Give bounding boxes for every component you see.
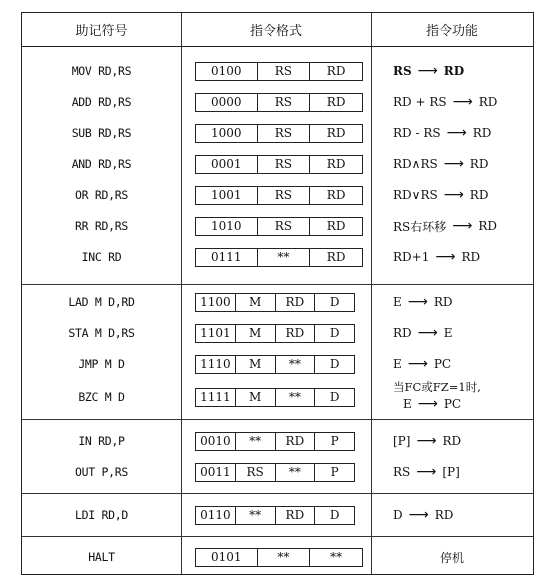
mnemonic: LDI RD,D [75,508,128,522]
mnemonic: ADD RD,RS [71,95,132,109]
format-field: RD [309,218,362,235]
function-dest: PC [433,357,452,371]
arrow-icon: ⟶ [452,218,473,234]
function-transfer [393,154,488,174]
arrow-icon: ⟶ [407,356,428,372]
format-field: M [235,356,275,373]
instruction-format-box [195,293,355,312]
mnemonic: INC RD [81,250,122,264]
instruction-format-box [195,463,355,482]
format-field: ** [257,549,310,566]
format-field: P [314,464,354,481]
format-field: RD [309,94,362,111]
function-source: RD - RS [393,126,441,140]
instruction-format-box [195,432,355,451]
header-function: 指令功能 [425,24,478,39]
format-field: RS [257,63,310,80]
function-dest: RD [434,508,454,522]
format-field: RD [275,433,315,450]
format-field: RS [257,156,310,173]
format-field: M [235,325,275,342]
function-dest: RD [433,295,453,309]
arrow-icon: ⟶ [446,125,467,141]
arrow-icon: ⟶ [407,294,428,310]
header-mnemonic: 助记符号 [75,24,128,39]
function-text: 停机 [439,550,464,565]
format-field: RD [275,507,315,524]
mnemonic: AND RD,RS [71,157,132,171]
function-source: E [393,295,402,309]
function-dest: RD [469,157,489,171]
function-transfer [393,247,480,267]
function-source: [P] [393,434,411,448]
function-dest: RD [472,126,492,140]
format-field: 0011 [200,465,231,479]
format-field: RD [309,156,362,173]
function-source: RD∧RS [393,157,438,171]
mnemonic: JMP M D [78,357,125,371]
format-field: 1000 [210,126,242,140]
function-dest: RD [469,188,489,202]
format-field: ** [257,249,310,266]
format-field: 1111 [200,390,231,404]
function-transfer [393,505,453,525]
format-field: RS [257,187,310,204]
format-field: RS [257,218,310,235]
group-divider [22,536,533,537]
function-dest: RD [478,95,498,109]
format-field: M [235,294,275,311]
function-source: RS [393,465,411,479]
function-source: E [393,357,402,371]
mnemonic: IN RD,P [78,434,125,448]
function-source: E [403,397,412,411]
function-transfer [393,323,453,343]
format-field: D [314,389,354,406]
format-field: 0100 [210,64,242,78]
format-field: RS [257,125,310,142]
format-field: 1110 [200,357,231,371]
mnemonic: STA M D,RS [68,326,135,340]
format-field: RD [275,325,315,342]
format-field: ** [275,464,315,481]
instruction-format-box [195,355,355,374]
format-field: 1010 [210,219,242,233]
format-field: 0101 [210,550,242,564]
arrow-icon: ⟶ [417,63,438,79]
format-field: D [314,294,354,311]
function-transfer [393,431,461,451]
header-format: 指令格式 [249,24,302,39]
group-divider [22,284,533,285]
format-field: ** [309,549,362,566]
format-field: RD [275,294,315,311]
function-source: RD+1 [393,250,430,264]
function-source: RD + RS [393,95,447,109]
function-source: D [393,508,403,522]
arrow-icon: ⟶ [416,464,437,480]
instruction-format-box [195,248,363,267]
function-transfer [403,396,461,412]
format-field: 1101 [200,326,231,340]
format-field: P [314,433,354,450]
group-divider [22,419,533,420]
mnemonic: SUB RD,RS [71,126,132,140]
arrow-icon: ⟶ [417,325,438,341]
instruction-table [21,12,534,575]
mnemonic: RR RD,RS [75,219,128,233]
format-field: D [314,507,354,524]
instruction-format-box [195,155,363,174]
format-field: RS [257,94,310,111]
header-divider [22,46,533,47]
function-source: RD [393,326,412,340]
instruction-format-box [195,186,363,205]
format-field: ** [235,507,275,524]
format-field: 1100 [200,295,231,309]
function-dest: RD [478,219,497,233]
function-transfer [393,354,451,374]
function-transfer [393,216,497,236]
arrow-icon: ⟶ [435,249,456,265]
function-dest: PC [443,397,462,411]
column-divider [181,13,182,574]
instruction-format-box [195,324,355,343]
format-field: 0001 [210,157,242,171]
format-field: 0010 [200,434,231,448]
instruction-format-box [195,548,363,567]
mnemonic: OR RD,RS [75,188,128,202]
instruction-format-box [195,62,363,81]
mnemonic: OUT P,RS [75,465,128,479]
function-dest: [P] [442,465,460,479]
mnemonic: BZC M D [78,390,125,404]
instruction-format-box [195,124,363,143]
format-field: D [314,356,354,373]
format-field: RS [235,464,275,481]
mnemonic: MOV RD,RS [71,64,132,78]
format-field: 0111 [210,250,242,264]
mnemonic: HALT [88,550,115,564]
function-dest: RD [442,434,462,448]
group-divider [22,493,533,494]
format-field: 1001 [210,188,242,202]
arrow-icon: ⟶ [452,94,473,110]
function-transfer [393,61,464,81]
format-field: ** [275,389,315,406]
format-field: D [314,325,354,342]
format-field: M [235,389,275,406]
format-field: 0110 [200,508,231,522]
function-transfer [393,123,491,143]
function-condition: 当FC或FZ=1时, [393,380,481,394]
format-field: ** [275,356,315,373]
instruction-format-box [195,217,363,236]
arrow-icon: ⟶ [443,156,464,172]
column-divider [371,13,372,574]
format-field: RD [309,63,362,80]
function-dest: RD [443,64,465,78]
arrow-icon: ⟶ [417,396,438,412]
format-field: RD [309,187,362,204]
function-source: RS [393,64,412,78]
function-transfer [393,462,460,482]
function-transfer [393,92,497,112]
function-transfer [393,185,488,205]
instruction-format-box [195,388,355,407]
mnemonic: LAD M D,RD [68,295,135,309]
function-dest: RD [461,250,481,264]
instruction-format-box [195,93,363,112]
function-dest: E [443,326,453,340]
function-transfer [393,292,453,312]
format-field: 0000 [210,95,242,109]
arrow-icon: ⟶ [416,433,437,449]
instruction-format-box [195,506,355,525]
format-field: RD [309,125,362,142]
function-source: RS右环移 [393,219,447,234]
function-source: RD∨RS [393,188,438,202]
format-field: ** [235,433,275,450]
arrow-icon: ⟶ [443,187,464,203]
format-field: RD [309,249,362,266]
arrow-icon: ⟶ [408,507,429,523]
